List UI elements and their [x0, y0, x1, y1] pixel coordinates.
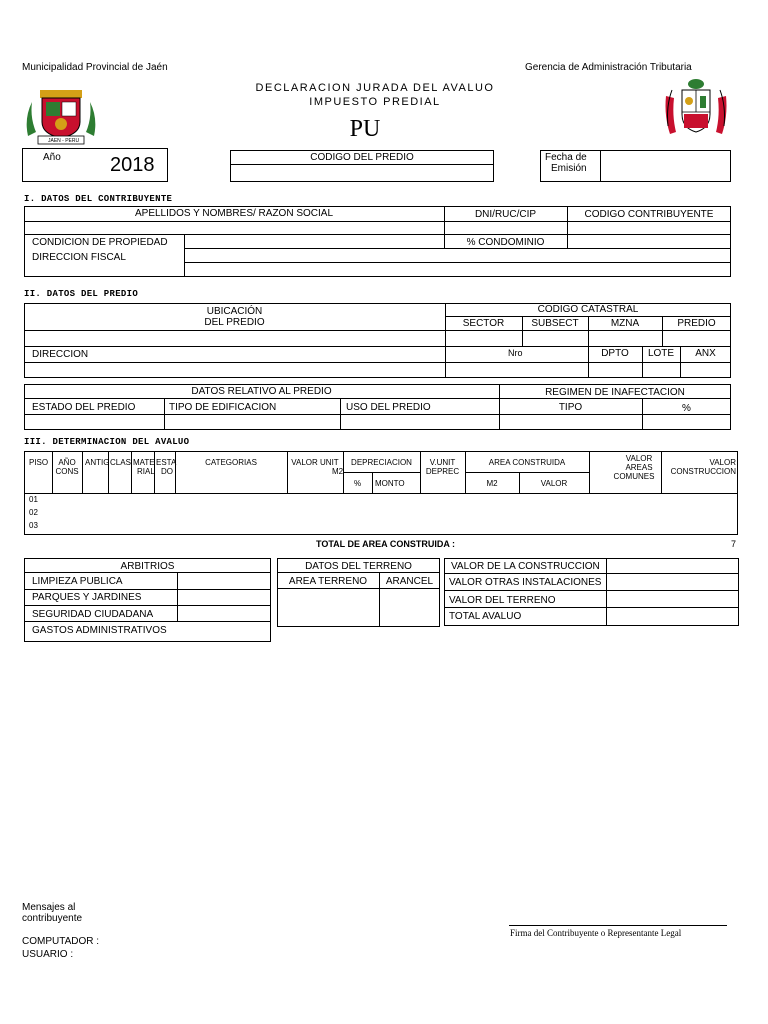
subsector-header: SUBSECT — [531, 318, 579, 329]
fiscal-address-label: DIRECCION FISCAL — [32, 252, 126, 263]
construction-value-header-1: VALOR — [709, 458, 736, 467]
jaen-coat-of-arms-logo — [22, 88, 100, 146]
taxpayer-code-header: CODIGO CONTRIBUYENTE — [584, 209, 714, 220]
tariff-label: ARANCEL — [385, 576, 434, 587]
dni-header: DNI/RUC/CIP — [474, 209, 537, 220]
common-areas-header-2: AREAS — [625, 463, 653, 472]
section-2-title: II. DATOS DEL PREDIO — [24, 289, 139, 299]
arbitrio-item-admin: GASTOS ADMINISTRATIVOS — [32, 625, 167, 636]
arbitrio-item-cleaning: LIMPIEZA PUBLICA — [32, 576, 123, 587]
number-label: Nro — [508, 348, 523, 358]
messages-label-1: Mensajes al — [22, 902, 76, 913]
names-header: APELLIDOS Y NOMBRES/ RAZON SOCIAL — [134, 208, 334, 219]
property-use-label: USO DEL PREDIO — [346, 402, 431, 413]
year-built-header-1: AÑO — [58, 458, 76, 467]
issue-date-label-1: Fecha de — [545, 152, 587, 163]
other-installations-value-label: VALOR OTRAS INSTALACIONES — [449, 577, 602, 588]
construction-value-header-2: CONSTRUCCION — [670, 467, 736, 476]
land-value-label: VALOR DEL TERRENO — [449, 595, 556, 606]
form-subtitle: IMPUESTO PREDIAL — [309, 96, 441, 108]
form-title: DECLARACION JURADA DEL AVALUO — [255, 82, 495, 94]
section-3-title: III. DETERMINACION DEL AVALUO — [24, 437, 190, 447]
depreciation-amount-header: MONTO — [375, 479, 405, 488]
messages-label-2: contribuyente — [22, 913, 83, 924]
land-area-label: AREA TERRENO — [288, 576, 368, 587]
sector-header: SECTOR — [462, 318, 505, 329]
construction-value-label: VALOR DE LA CONSTRUCCION — [451, 561, 600, 572]
depreciated-unit-header-1: V.UNIT — [429, 458, 456, 467]
year-label: Año — [43, 152, 61, 163]
condition-header-1: ESTA — [156, 458, 177, 467]
built-area-header: AREA CONSTRUIDA — [488, 458, 566, 467]
ownership-condition-label: CONDICION DE PROPIEDAD — [32, 237, 168, 248]
apartment-label: DPTO — [601, 348, 629, 359]
location-header-2: DEL PREDIO — [204, 317, 265, 328]
class-header: CLAS — [110, 458, 131, 467]
common-areas-header-1: VALOR — [625, 454, 653, 463]
unit-value-header-1: VALOR UNIT — [291, 458, 339, 467]
signature-caption: Firma del Contribuyente o Representante Legal — [510, 928, 682, 938]
section-1-title: I. DATOS DEL CONTRIBUYENTE — [24, 194, 173, 204]
property-data-header: DATOS RELATIVO AL PREDIO — [191, 386, 332, 397]
categories-header: CATEGORIAS — [205, 458, 257, 467]
built-area-m2-header: M2 — [486, 479, 498, 488]
seal-caption: JAEN - PERU — [48, 138, 80, 144]
property-status-label: ESTADO DEL PREDIO — [32, 402, 136, 413]
property-code-label: CODIGO DEL PREDIO — [310, 152, 414, 163]
condition-header-2: DO — [161, 467, 173, 476]
land-data-title: DATOS DEL TERRENO — [305, 561, 412, 572]
depreciation-percent-header: % — [353, 479, 362, 488]
exemption-percent-label: % — [682, 403, 691, 414]
floor-row-02: 02 — [29, 508, 38, 517]
cadastral-code-header: CODIGO CATASTRAL — [537, 304, 639, 315]
total-valuation-label: TOTAL AVALUO — [449, 611, 522, 622]
issue-date-label-2: Emisión — [551, 163, 587, 174]
floor-row-01: 01 — [29, 495, 38, 504]
arbitrio-item-security: SEGURIDAD CIUDADANA — [32, 609, 154, 620]
municipality-name: Municipalidad Provincial de Jaén — [22, 62, 168, 73]
year-value: 2018 — [110, 154, 155, 176]
depreciated-unit-header-2: DEPREC — [425, 467, 460, 476]
material-header-1: MATE — [133, 458, 155, 467]
total-built-area-value: 7 — [731, 539, 737, 549]
form-code: PU — [349, 116, 381, 142]
material-header-2: RIAL — [137, 467, 155, 476]
address-label: DIRECCION — [32, 349, 89, 360]
floor-header: PISO — [29, 458, 49, 467]
peru-national-shield-logo — [662, 76, 730, 144]
exemption-header: REGIMEN DE INAFECTACION — [545, 387, 685, 398]
signature-line — [509, 925, 727, 926]
depreciation-header: DEPRECIACION — [351, 458, 412, 467]
built-area-value-header: VALOR — [540, 479, 568, 488]
arbitrio-item-parks: PARQUES Y JARDINES — [32, 592, 142, 603]
building-type-label: TIPO DE EDIFICACION — [169, 402, 277, 413]
total-built-area-label: TOTAL DE AREA CONSTRUIDA : — [316, 539, 455, 549]
common-areas-header-3: COMUNES — [613, 472, 655, 481]
lot-header: PREDIO — [677, 318, 716, 329]
location-header-1: UBICACIÓN — [206, 306, 263, 317]
user-label: USUARIO : — [22, 949, 74, 960]
plot-label: LOTE — [647, 348, 675, 359]
age-header: ANTIG — [85, 458, 110, 467]
department-name: Gerencia de Administración Tributaria — [525, 62, 692, 73]
exemption-type-label: TIPO — [558, 402, 583, 413]
condominium-label: % CONDOMINIO — [466, 237, 545, 248]
unit-value-header-2: M2 — [332, 467, 344, 476]
floor-row-03: 03 — [29, 521, 38, 530]
year-built-header-2: CONS — [55, 467, 79, 476]
arbitrios-title: ARBITRIOS — [120, 561, 175, 572]
annex-label: ANX — [695, 348, 716, 359]
computer-label: COMPUTADOR : — [22, 936, 100, 947]
block-header: MZNA — [610, 318, 640, 329]
